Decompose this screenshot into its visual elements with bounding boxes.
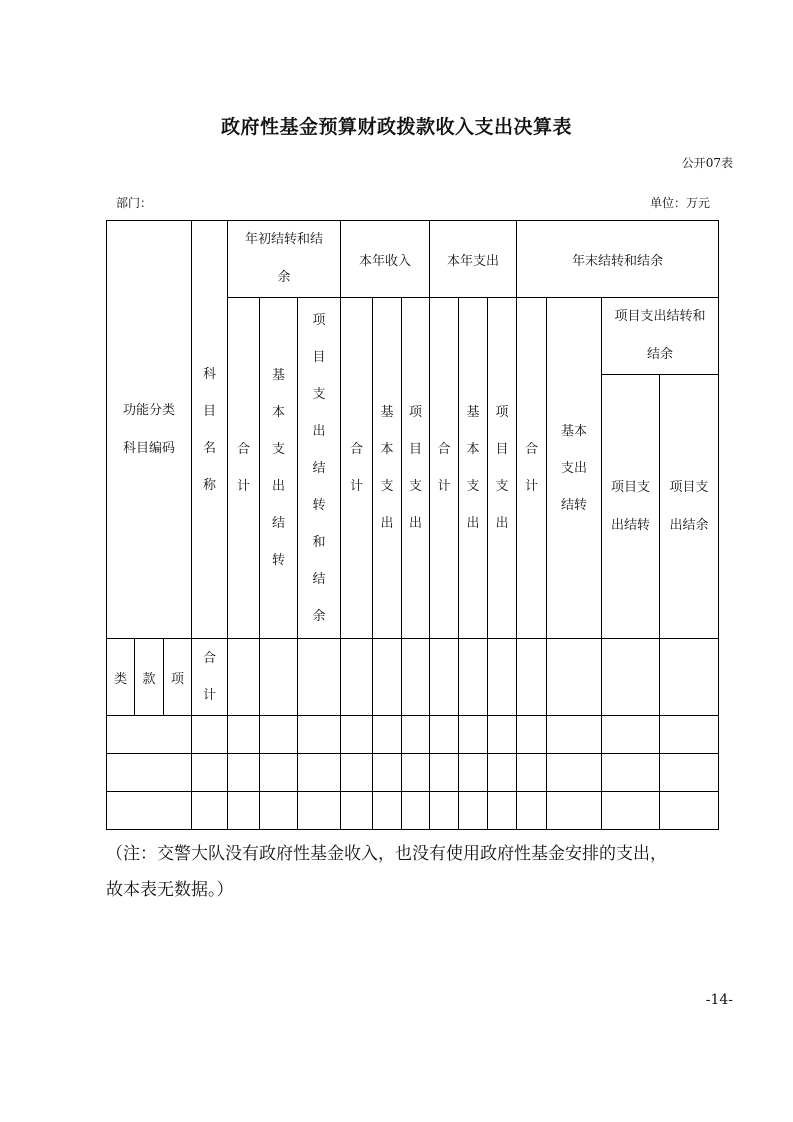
department-label: 部门： [116, 196, 153, 210]
table-cell [228, 792, 260, 830]
footnote-line-2: 故本表无数据。） [106, 880, 234, 900]
footnote-line-1: （注：交警大队没有政府性基金收入，也没有使用政府性基金安排的支出， [106, 844, 667, 864]
table-cell [430, 754, 459, 792]
table-cell [260, 754, 298, 792]
table-cell [341, 716, 373, 754]
table-row [107, 792, 719, 830]
table-cell [660, 716, 719, 754]
table-cell [402, 792, 430, 830]
table-cell [517, 716, 547, 754]
col-subject-name: 科 目 名 称 [192, 221, 228, 639]
table-cell [107, 792, 192, 830]
budget-table [106, 220, 719, 830]
end-basic: 基本 支出 结转 [547, 298, 602, 639]
header-begin-balance: 年初结转和结 余 [228, 221, 341, 298]
table-cell [517, 792, 547, 830]
table-cell [192, 792, 228, 830]
page-title: 政府性基金预算财政拨款收入支出决算表 [220, 116, 572, 138]
table-cell [517, 639, 547, 716]
income-basic: 基 本 支 出 [373, 298, 402, 639]
header-expense: 本年支出 [430, 221, 517, 298]
sub-term: 项 [164, 639, 192, 716]
table-cell [402, 716, 430, 754]
table-row [107, 754, 719, 792]
footnote [106, 836, 736, 908]
table-cell [459, 792, 488, 830]
table-cell [459, 754, 488, 792]
table-cell [459, 639, 488, 716]
table-cell [547, 792, 602, 830]
table-cell [517, 754, 547, 792]
table-cell [547, 754, 602, 792]
expense-total: 合 计 [430, 298, 459, 639]
page-number: -14- [705, 992, 733, 1008]
sub-total: 合 计 [192, 639, 228, 716]
table-cell [430, 639, 459, 716]
table-cell [547, 639, 602, 716]
table-cell [373, 639, 402, 716]
table-cell [228, 639, 260, 716]
table-cell [660, 639, 719, 716]
table-cell [228, 754, 260, 792]
sub-class: 类 [107, 639, 135, 716]
table-cell [298, 716, 341, 754]
end-project-carry: 项目支 出结转 [602, 375, 660, 639]
table-cell [107, 754, 192, 792]
expense-basic: 基 本 支 出 [459, 298, 488, 639]
sub-item: 款 [135, 639, 164, 716]
table-cell [488, 716, 517, 754]
table-cell [602, 716, 660, 754]
table-cell [341, 639, 373, 716]
table-cell [602, 792, 660, 830]
table-cell [430, 792, 459, 830]
table-cell [373, 716, 402, 754]
table-cell [373, 754, 402, 792]
end-project-balance: 项目支 出结余 [660, 375, 719, 639]
table-cell [402, 754, 430, 792]
table-cell [488, 639, 517, 716]
table-cell [488, 754, 517, 792]
begin-project: 项 目 支 出 结 转 和 结 余 [298, 298, 341, 639]
income-total: 合 计 [341, 298, 373, 639]
table-cell [660, 792, 719, 830]
begin-basic: 基 本 支 出 结 转 [260, 298, 298, 639]
income-project: 项 目 支 出 [402, 298, 430, 639]
table-cell [660, 754, 719, 792]
table-row [107, 716, 719, 754]
table-cell [228, 716, 260, 754]
table-cell [459, 716, 488, 754]
end-total: 合 计 [517, 298, 547, 639]
table-cell [488, 792, 517, 830]
table-cell [602, 639, 660, 716]
begin-total: 合 计 [228, 298, 260, 639]
col-func-code: 功能分类 科目编码 [107, 221, 192, 639]
table-cell [341, 792, 373, 830]
table-cell [192, 716, 228, 754]
unit-label: 单位：万元 [649, 196, 710, 210]
table-cell [192, 754, 228, 792]
table-cell [402, 639, 430, 716]
table-cell [373, 792, 402, 830]
table-cell [298, 792, 341, 830]
end-project-group: 项目支出结转和 结余 [602, 298, 719, 375]
table-cell [260, 716, 298, 754]
form-code: 公开07表 [681, 156, 733, 170]
header-end-balance: 年末结转和结余 [517, 221, 719, 298]
table-cell [107, 716, 192, 754]
header-income: 本年收入 [341, 221, 430, 298]
table-cell [547, 716, 602, 754]
table-cell [341, 754, 373, 792]
table-cell [260, 792, 298, 830]
table-cell [430, 716, 459, 754]
table-cell [260, 639, 298, 716]
table-cell [298, 754, 341, 792]
expense-project: 项 目 支 出 [488, 298, 517, 639]
table-cell [602, 754, 660, 792]
table-cell [298, 639, 341, 716]
